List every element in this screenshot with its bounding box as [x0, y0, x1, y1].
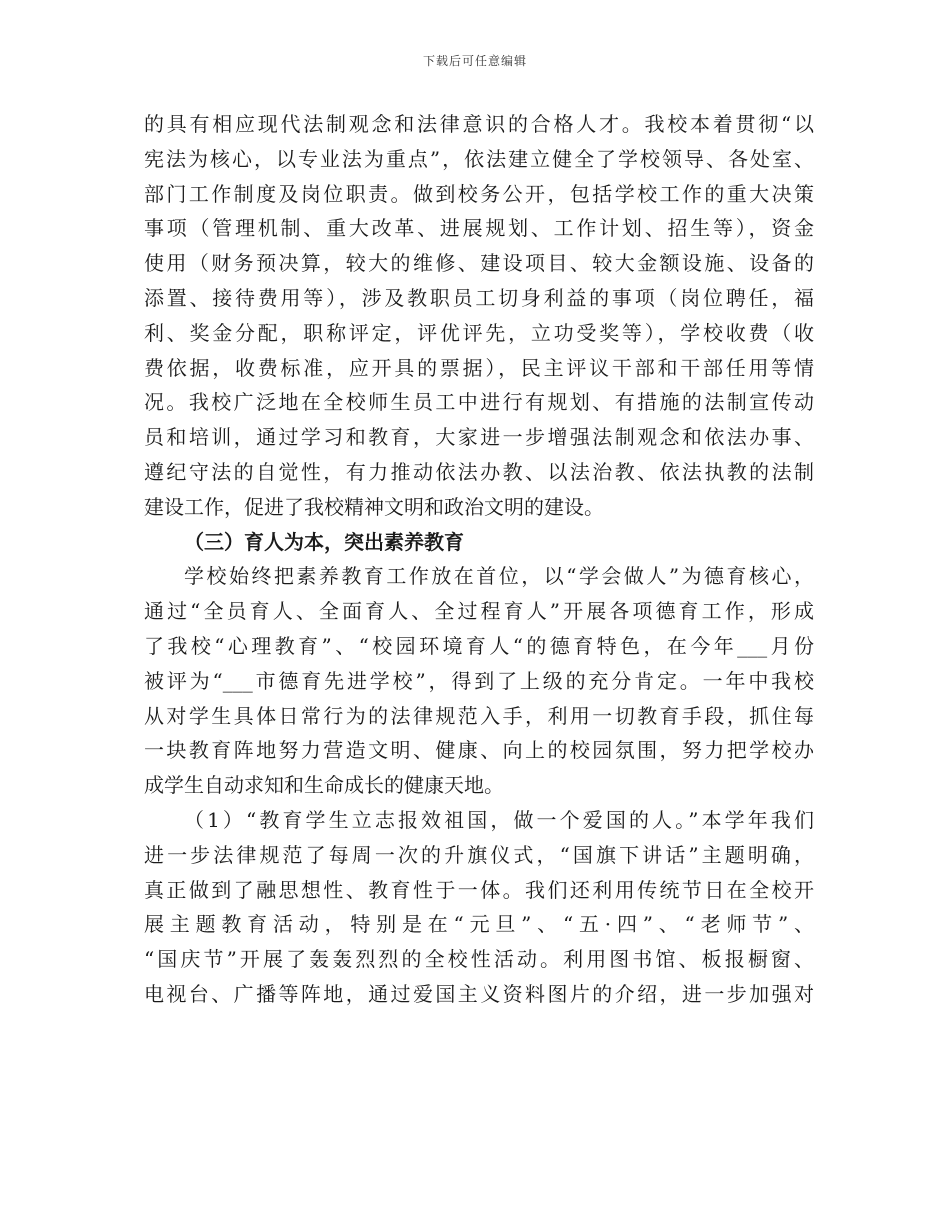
paragraph-line: 真正做到了融思想性、教育性于一体。我们还利用传统节日在全校开 — [144, 877, 814, 902]
paragraph-line: 展主题教育活动，特别是在“元旦”、“五·四”、“老师节”、 — [144, 912, 814, 937]
paragraph-line: 宪法为核心，以专业法为重点”，依法建立健全了学校领导、各处室、 — [144, 146, 814, 171]
paragraph-line: 添置、接待费用等），涉及教职员工切身利益的事项（岗位聘任，福 — [144, 285, 814, 310]
paragraph-line: 了我校“心理教育”、“校园环境育人“的德育特色，在今年___月份 — [144, 633, 814, 658]
paragraph-line: 从对学生具体日常行为的法律规范入手，利用一切教育手段，抓住每 — [144, 703, 814, 728]
section-heading: （三）育人为本，突出素养教育 — [184, 529, 464, 554]
paragraph-line: 况。我校广泛地在全校师生员工中进行有规划、有措施的法制宣传动 — [144, 390, 814, 415]
paragraph-line: 进一步法律规范了每周一次的升旗仪式，“国旗下讲话”主题明确， — [144, 842, 814, 867]
paragraph-line: 遵纪守法的自觉性，有力推动依法办教、以法治教、依法执教的法制 — [144, 459, 814, 484]
paragraph-line: 的具有相应现代法制观念和法律意识的合格人才。我校本着贯彻“以 — [144, 112, 814, 136]
paragraph-line: “国庆节”开展了轰轰烈烈的全校性活动。利用图书馆、板报橱窗、 — [144, 947, 814, 972]
paragraph-line: 利、奖金分配，职称评定，评优评先，立功受奖等），学校收费（收 — [144, 320, 814, 345]
paragraph-line: 被评为“___市德育先进学校”，得到了上级的充分肯定。一年中我校 — [144, 668, 814, 693]
paragraph-line: 费依据，收费标准，应开具的票据），民主评议干部和干部任用等情 — [144, 355, 814, 380]
paragraph-line: 部门工作制度及岗位职责。做到校务公开，包括学校工作的重大决策 — [144, 181, 814, 206]
paragraph-line: 学校始终把素养教育工作放在首位，以“学会做人”为德育核心， — [184, 564, 814, 589]
paragraph-line: 通过“全员育人、全面育人、全过程育人”开展各项德育工作，形成 — [144, 599, 814, 624]
paragraph-line: 事项（管理机制、重大改革、进展规划、工作计划、招生等），资金 — [144, 216, 814, 241]
paragraph-line: 一块教育阵地努力营造文明、健康、向上的校园氛围，努力把学校办 — [144, 738, 814, 763]
paragraph-line: （1）“教育学生立志报效祖国，做一个爱国的人。”本学年我们 — [184, 807, 814, 832]
paragraph-line: 成学生自动求知和生命成长的健康天地。 — [144, 773, 504, 798]
page-header: 下载后可任意编辑 — [422, 54, 527, 68]
paragraph-line: 使用（财务预决算，较大的维修、建设项目、较大金额设施、设备的 — [144, 251, 814, 276]
paragraph-line: 电视台、广播等阵地，通过爱国主义资料图片的介绍，进一步加强对 — [144, 981, 814, 1006]
paragraph-line: 员和培训，通过学习和教育，大家进一步增强法制观念和依法办事、 — [144, 425, 814, 450]
document-body — [144, 107, 814, 1012]
paragraph-line: 建设工作，促进了我校精神文明和政治文明的建设。 — [144, 494, 604, 519]
